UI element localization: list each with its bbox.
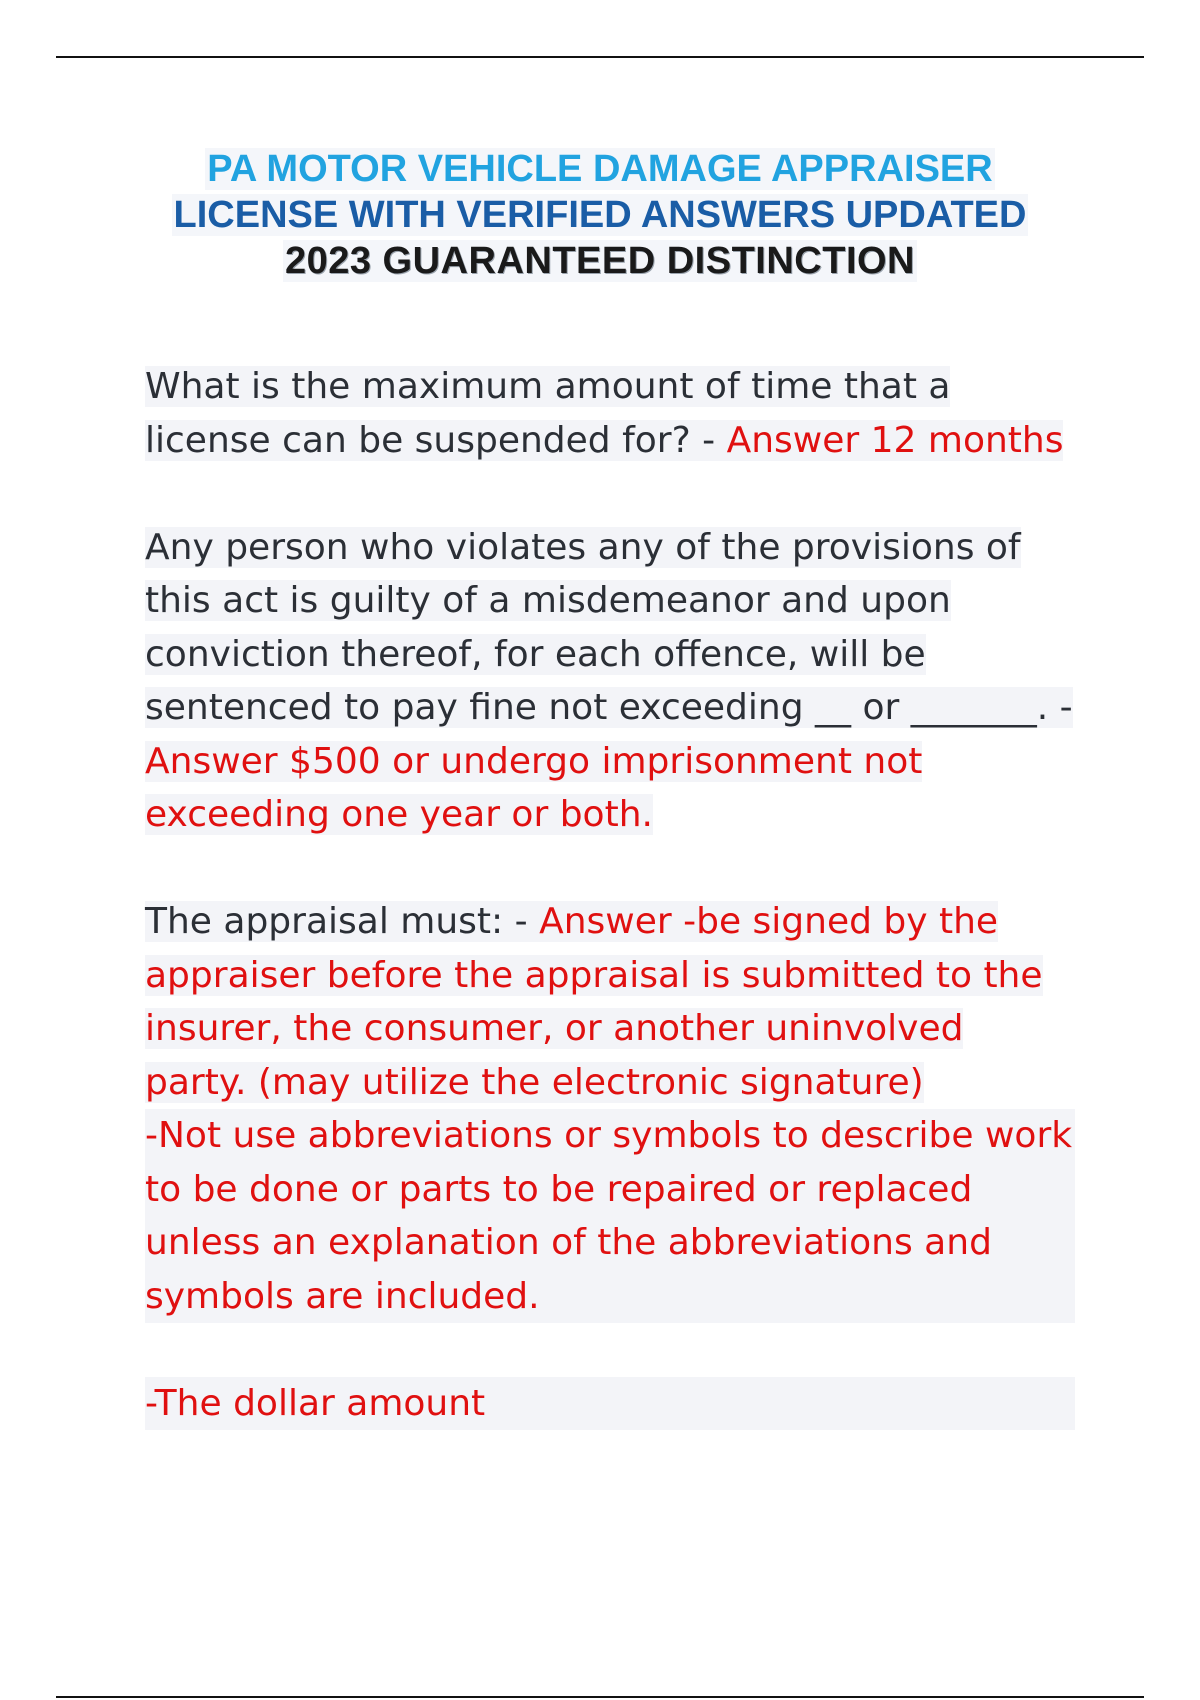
title-line-2 xyxy=(0,192,1200,238)
question-text: The appraisal must: - xyxy=(145,901,540,942)
qa-item-2 xyxy=(145,521,1075,842)
question-text: Any person who violates any of the provisions of this act is guilty of a misdemeanor and upon conviction thereof, for each offence, will be sentenced to pay fine not exceeding __ or _______. - xyxy=(145,526,1073,728)
bottom-rule xyxy=(56,1696,1144,1698)
title-line-2-text: LICENSE WITH VERIFIED ANSWERS UPDATED xyxy=(173,194,1027,236)
qa-list xyxy=(145,360,1075,1484)
answer-text-line-2: -Not use abbreviations or symbols to describe work to be done or parts to be repaired or replaced unless an explanation of the abbreviations and symbols are included. xyxy=(145,1109,1075,1323)
title-line-3-text: 2023 GUARANTEED DISTINCTION xyxy=(284,240,916,282)
qa-item-3 xyxy=(145,895,1075,1430)
title-line-3 xyxy=(0,238,1200,284)
answer-text: Answer $500 or undergo imprisonment not exceeding one year or both. xyxy=(145,740,923,835)
question-text: What is the maximum amount of time that a license can be suspended for? - xyxy=(145,366,951,461)
answer-text-line-1: Answer -be signed by the appraiser before the appraisal is submitted to the insurer, the consumer, or another uninvolved party. (may utilize the electronic signature) xyxy=(145,901,1043,1103)
document-title xyxy=(0,146,1200,284)
title-line-1-text: PA MOTOR VEHICLE DAMAGE APPRAISER xyxy=(207,148,993,190)
answer-text: Answer 12 months xyxy=(726,419,1064,461)
answer-text-line-3: -The dollar amount xyxy=(145,1377,1075,1431)
qa-item-1 xyxy=(145,360,1075,467)
title-line-1 xyxy=(0,146,1200,192)
top-rule xyxy=(56,56,1144,58)
